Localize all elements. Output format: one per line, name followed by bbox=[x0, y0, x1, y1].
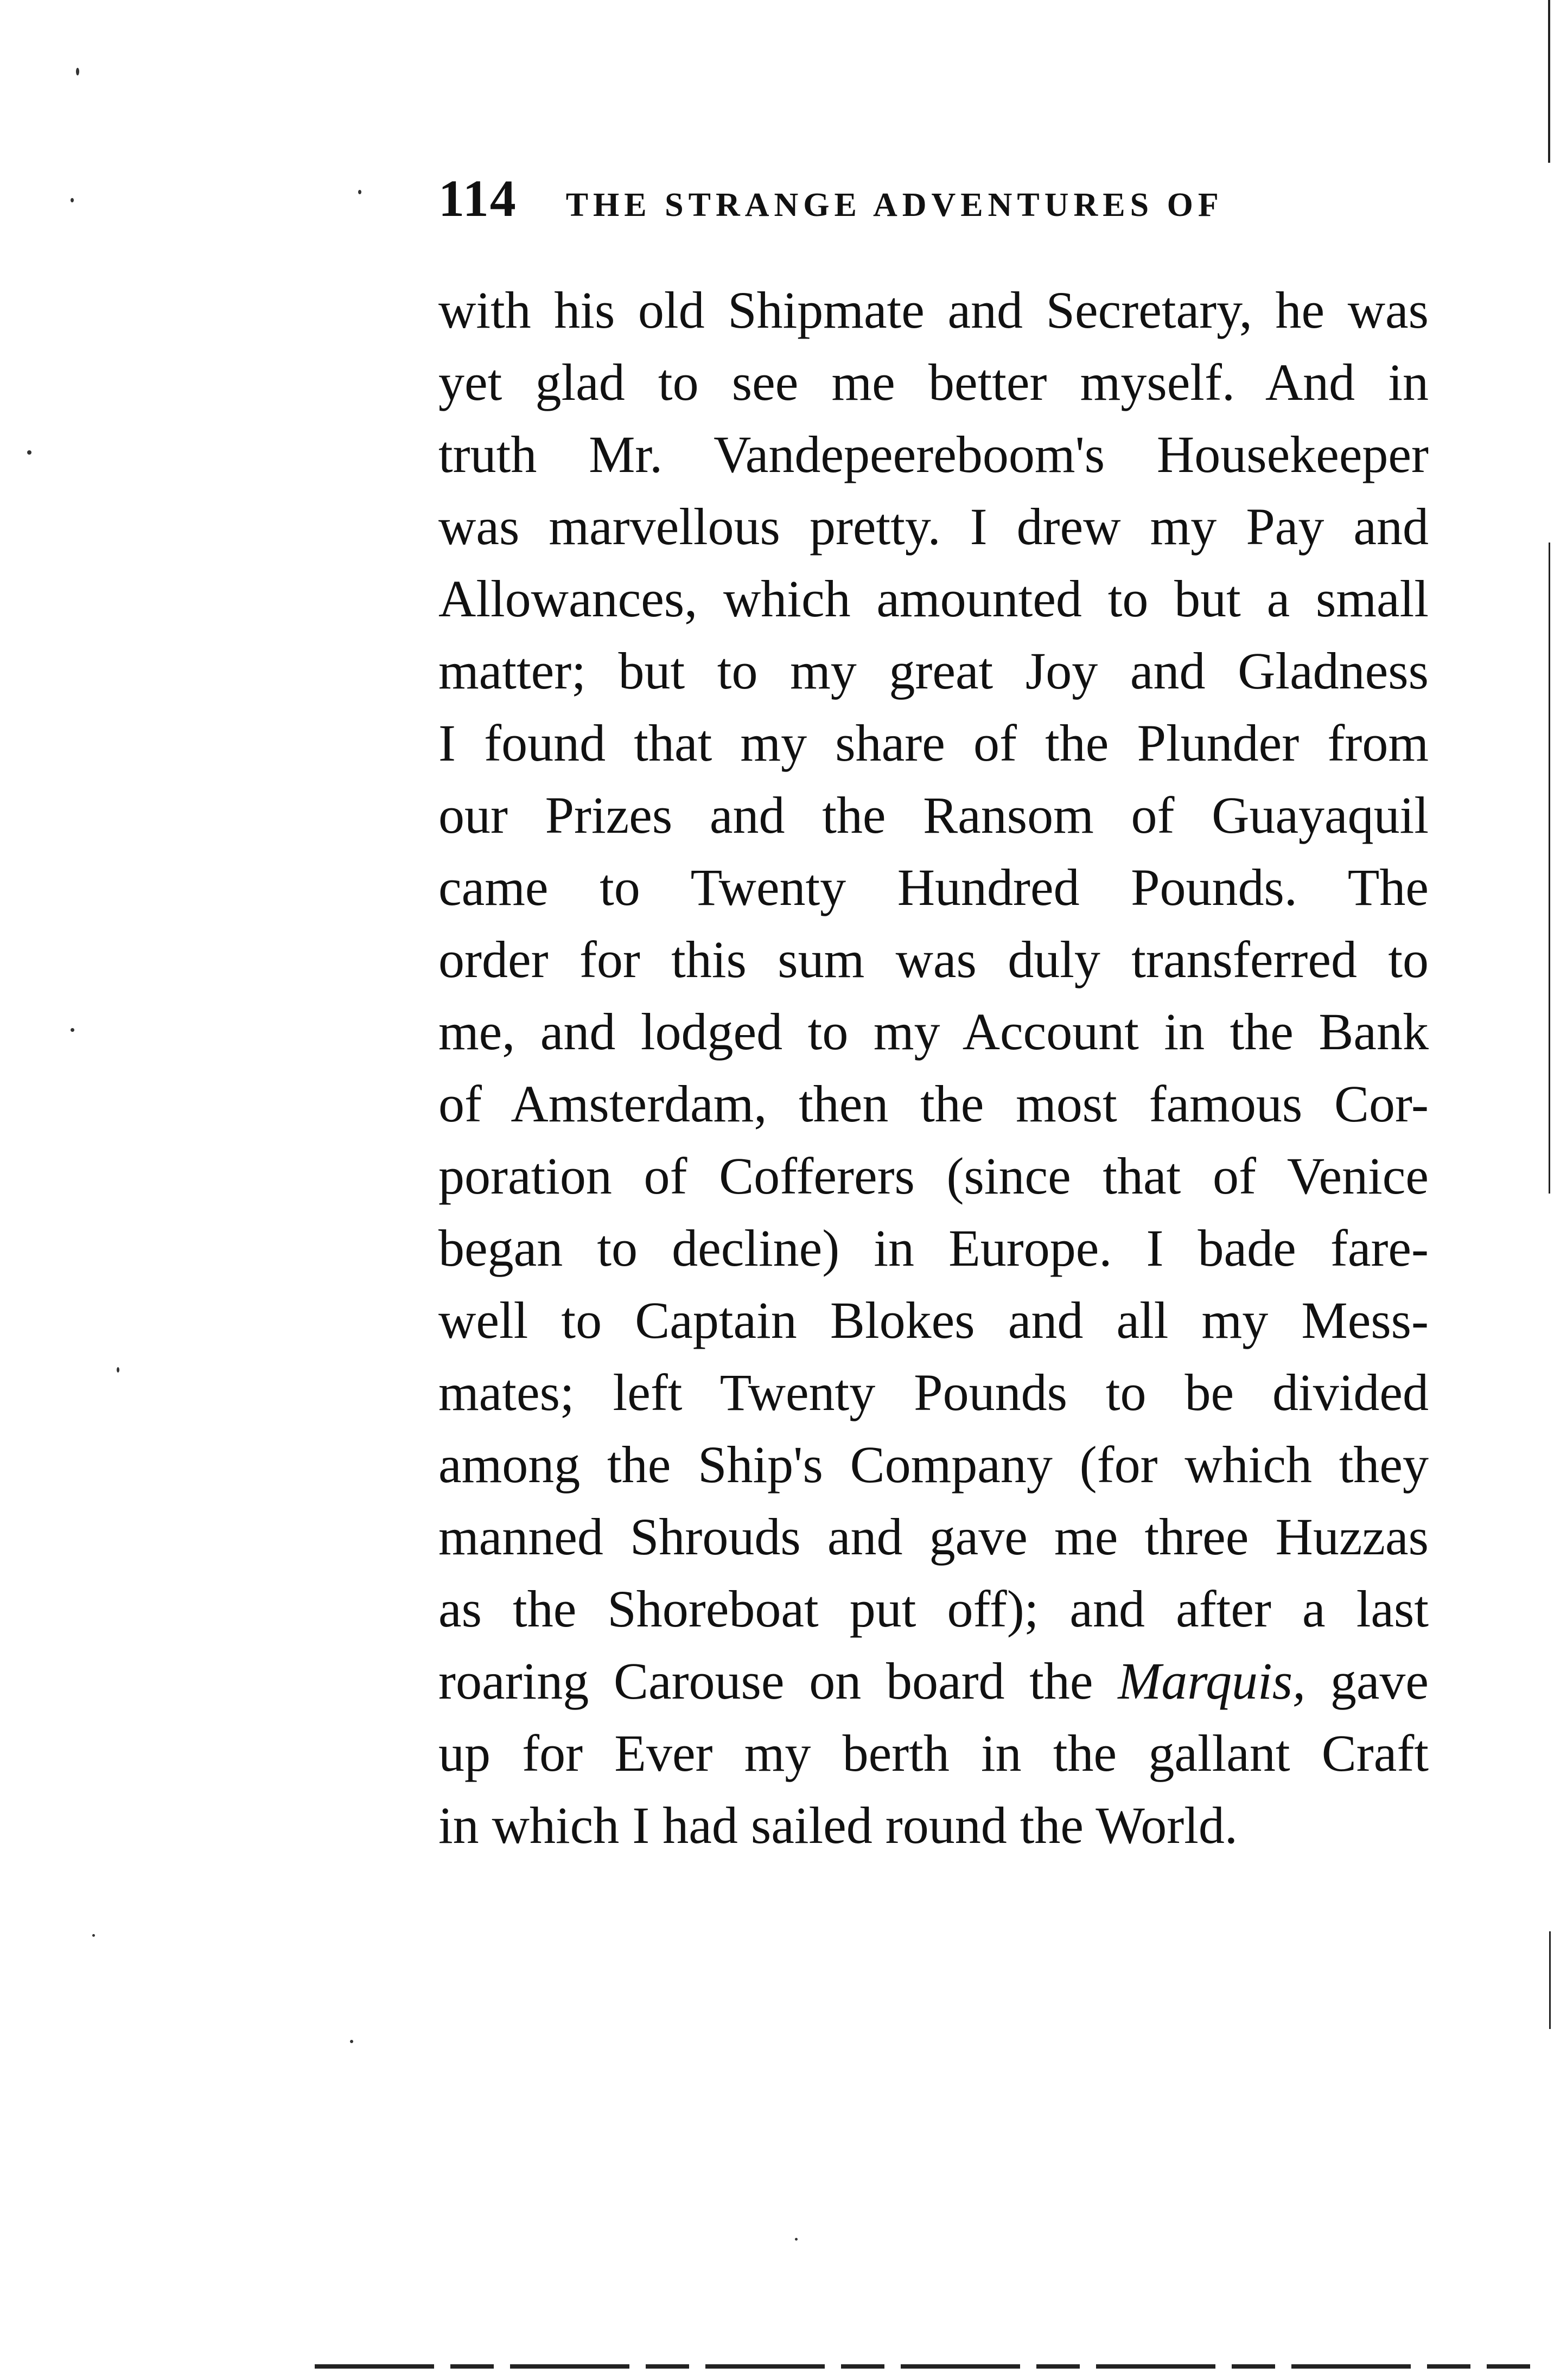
text-line: order for this sum was duly transferred to bbox=[438, 930, 1429, 988]
bottom-rule bbox=[315, 2364, 1530, 2369]
scan-speck bbox=[76, 68, 79, 75]
running-head: THE STRANGE ADVENTURES OF bbox=[565, 187, 1224, 224]
text-line: matter; but to my great Joy and Gladness bbox=[438, 642, 1429, 700]
page-edge-line bbox=[1548, 0, 1550, 163]
text-line: manned Shrouds and gave me three Huzzas bbox=[438, 1508, 1429, 1566]
page-number: 114 bbox=[438, 169, 517, 227]
text-line: poration of Cofferers (since that of Venice bbox=[438, 1147, 1429, 1205]
text-line: among the Ship's Company (for which they bbox=[438, 1435, 1429, 1494]
text-line: yet glad to see me better myself. And in bbox=[438, 353, 1429, 411]
scan-speck bbox=[117, 1367, 119, 1373]
text-line: with his old Shipmate and Secretary, he was bbox=[438, 281, 1429, 339]
ship-name: Marquis, bbox=[1118, 1652, 1306, 1710]
body-text bbox=[438, 274, 1429, 1861]
scan-speck bbox=[71, 198, 74, 202]
page-header bbox=[438, 168, 1469, 228]
text-line: came to Twenty Hundred Pounds. The bbox=[438, 858, 1429, 916]
text-line: was marvellous pretty. I drew my Pay and bbox=[438, 497, 1429, 556]
text-line: began to decline) in Europe. I bade fare- bbox=[438, 1219, 1429, 1277]
line-start: roaring Carouse on board the bbox=[438, 1652, 1093, 1710]
page-edge-line bbox=[1549, 1931, 1551, 2029]
scan-speck bbox=[795, 2238, 798, 2241]
page-edge-line bbox=[1549, 543, 1550, 1194]
text-line: I found that my share of the Plunder from bbox=[438, 714, 1429, 772]
text-line-italic bbox=[438, 1645, 1429, 1717]
scan-speck bbox=[350, 2040, 353, 2043]
scan-speck bbox=[92, 1934, 95, 1937]
text-line: me, and lodged to my Account in the Bank bbox=[438, 1003, 1429, 1061]
text-line: of Amsterdam, then the most famous Cor- bbox=[438, 1075, 1429, 1133]
text-line-last: in which I had sailed round the World. bbox=[438, 1796, 1238, 1854]
scan-speck bbox=[71, 1028, 74, 1032]
scan-speck bbox=[358, 190, 361, 194]
text-line: our Prizes and the Ransom of Guayaquil bbox=[438, 786, 1429, 844]
text-line: as the Shoreboat put off); and after a last bbox=[438, 1580, 1429, 1638]
text-line: truth Mr. Vandepeereboom's Housekeeper bbox=[438, 425, 1429, 483]
text-line: mates; left Twenty Pounds to be divided bbox=[438, 1363, 1429, 1421]
scan-speck bbox=[27, 450, 31, 455]
text-line: up for Ever my berth in the gallant Craft bbox=[438, 1724, 1429, 1782]
line-end: gave bbox=[1330, 1652, 1429, 1710]
text-line: well to Captain Blokes and all my Mess- bbox=[438, 1291, 1429, 1349]
text-line: Allowances, which amounted to but a small bbox=[438, 570, 1429, 628]
